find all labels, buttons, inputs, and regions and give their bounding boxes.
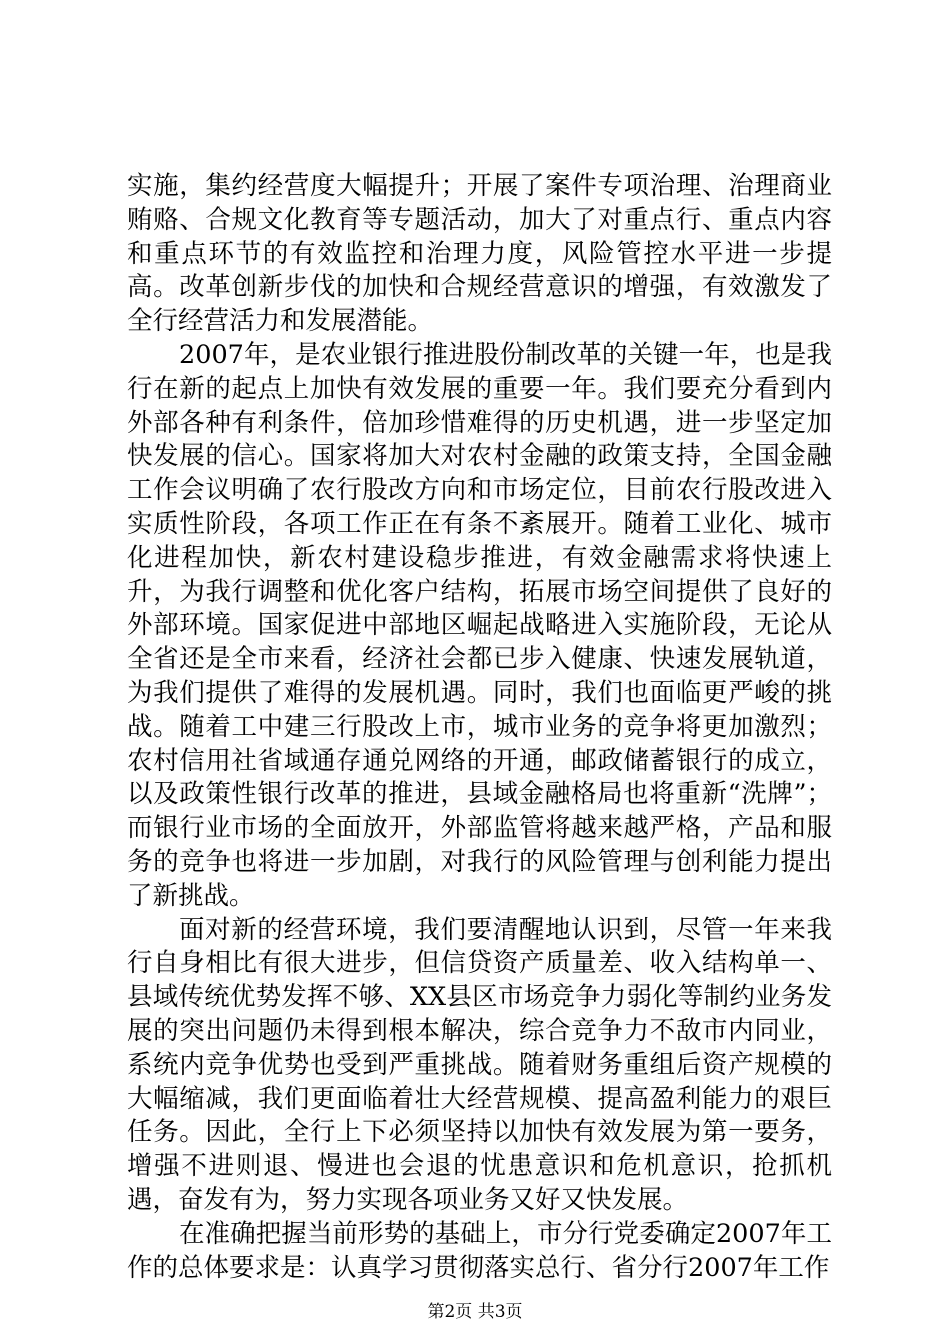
- paragraph-1: 实施，集约经营度大幅提升；开展了案件专项治理、治理商业贿赂、合规文化教育等专题活动，加大了对重点行、重点内容和重点环节的有效监控和治理力度，风险管控水平进一步提高。改革创新步伐的加快和合规经营意识的增强，有效激发了全行经营活力和发展潜能。: [127, 171, 832, 337]
- page-footer: 第2页 共3页: [427, 1302, 523, 1322]
- paragraph-3: 面对新的经营环境，我们要清醒地认识到，尽管一年来我行自身相比有很大进步，但信贷资产质量差、收入结构单一、县域传统优势发挥不够、XX县区市场竞争力弱化等制约业务发展的突出问题仍未得到根本解决，综合竞争力不敌市内同业，系统内竞争优势也受到严重挑战。随着财务重组后资产规模的大幅缩减，我们更面临着壮大经营规模、提高盈利能力的艰巨任务。因此，全行上下必须坚持以加快有效发展为第一要务，增强不进则退、慢进也会退的忧患意识和危机意识，抢抓机遇，奋发有为，努力实现各项业务又好又快发展。: [127, 914, 832, 1215]
- document-body: [127, 170, 832, 1285]
- paragraph-4: 在准确把握当前形势的基础上，市分行党委确定2007年工作的总体要求是：认真学习贯彻落实总行、省分行2007年工作: [127, 1218, 832, 1283]
- paragraph-2: 2007年，是农业银行推进股份制改革的关键一年，也是我行在新的起点上加快有效发展的重要一年。我们要充分看到内外部各种有利条件，倍加珍惜难得的历史机遇，进一步坚定加快发展的信心。国家将加大对农村金融的政策支持，全国金融工作会议明确了农行股改方向和市场定位，目前农行股改进入实质性阶段，各项工作正在有条不紊展开。随着工业化、城市化进程加快，新农村建设稳步推进，有效金融需求将快速上升，为我行调整和优化客户结构，拓展市场空间提供了良好的外部环境。国家促进中部地区崛起战略进入实施阶段，无论从全省还是全市来看，经济社会都已步入健康、快速发展轨道，为我们提供了难得的发展机遇。同时，我们也面临更严峻的挑战。随着工中建三行股改上市，城市业务的竞争将更加激烈；农村信用社省域通存通兑网络的开通，邮政储蓄银行的成立，以及政策性银行改革的推进，县域金融格局也将重新“洗牌”；而银行业市场的全面放开，外部监管将越来越严格，产品和服务的竞争也将进一步加剧，对我行的风险管理与创利能力提出了新挑战。: [127, 339, 832, 911]
